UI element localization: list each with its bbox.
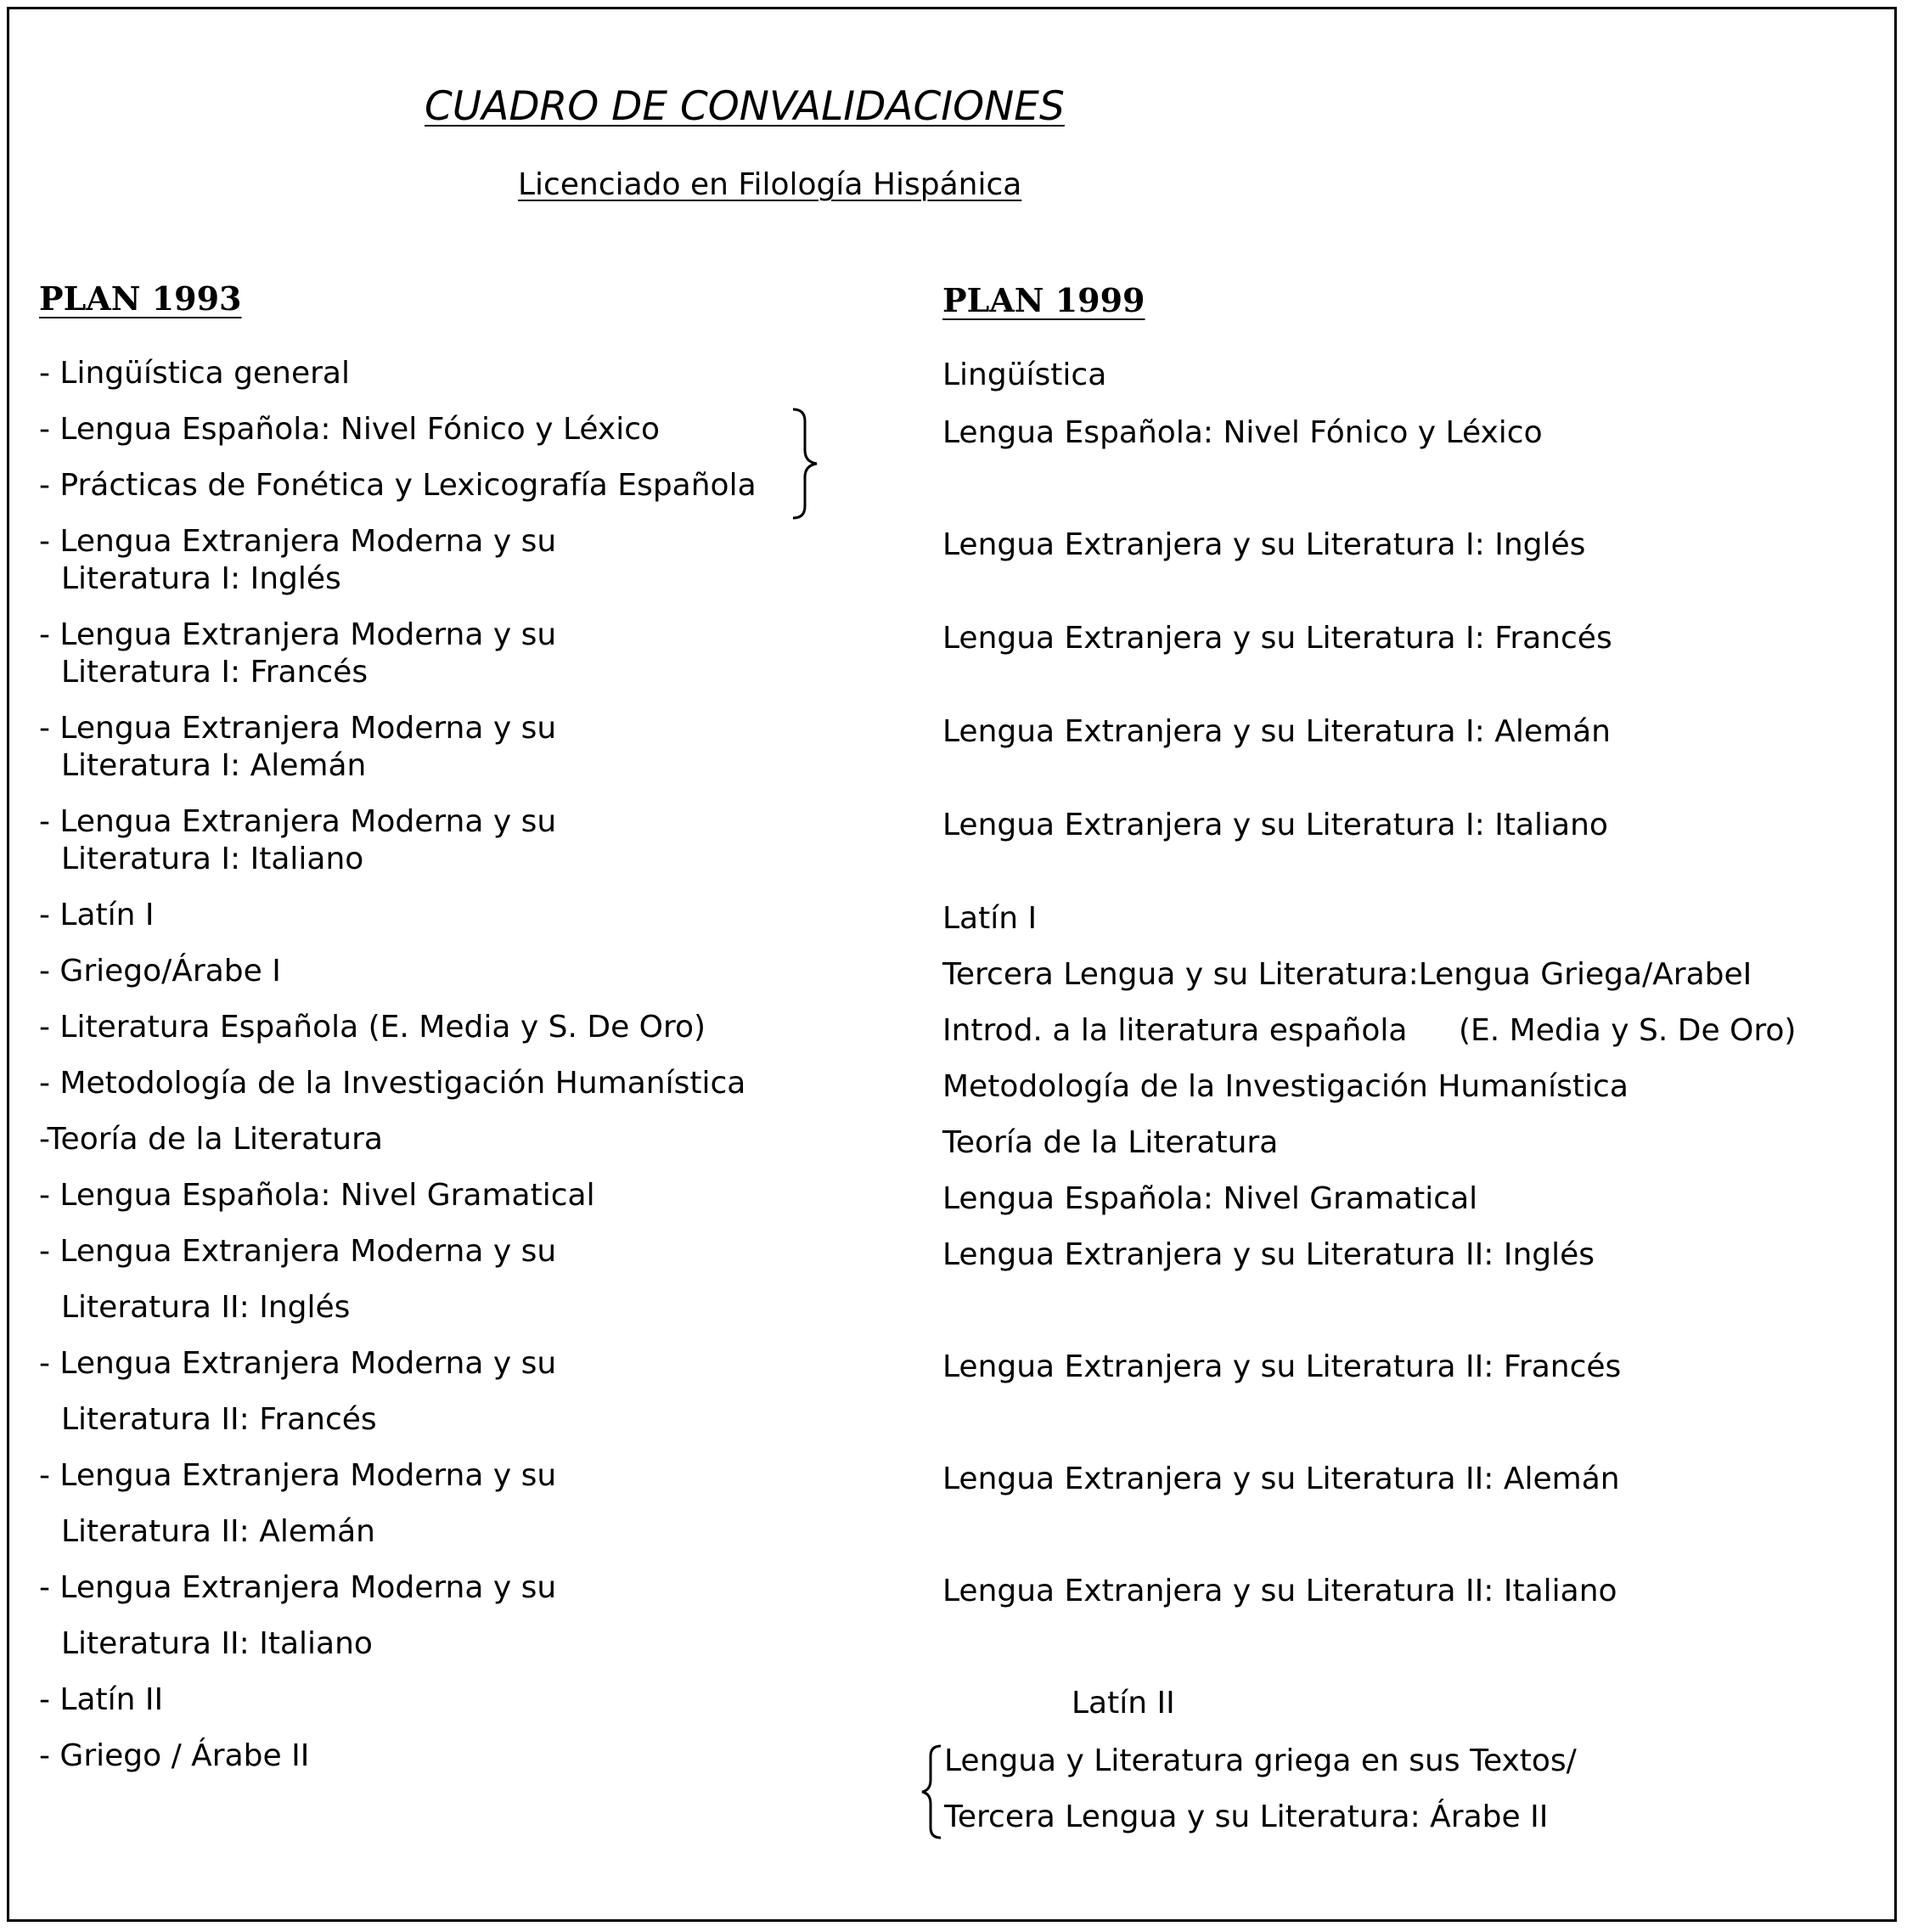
- left-item: - Lengua Extranjera Moderna y su: [39, 1346, 557, 1381]
- right-item: Metodología de la Investigación Humanística: [942, 1069, 1629, 1104]
- right-item: Lengua Extranjera y su Literatura I: Italiano: [942, 808, 1608, 842]
- right-item: Lengua Extranjera y su Literatura II: Italiano: [942, 1574, 1617, 1608]
- left-item: Literatura II: Italiano: [61, 1626, 373, 1661]
- left-item: - Lengua Extranjera Moderna y su: [39, 524, 557, 559]
- left-item: Literatura II: Inglés: [61, 1290, 351, 1325]
- left-item: Literatura I: Inglés: [61, 561, 341, 596]
- left-item: - Lengua Española: Nivel Fónico y Léxico: [39, 412, 661, 447]
- right-item: Tercera Lengua y su Literatura: Árabe II: [944, 1800, 1549, 1834]
- plan-1993-header: PLAN 1993: [39, 279, 242, 318]
- right-item: Introd. a la literatura española: [942, 1013, 1408, 1048]
- right-item: Teoría de la Literatura: [942, 1125, 1279, 1160]
- left-item: - Prácticas de Fonética y Lexicografía Española: [39, 468, 757, 503]
- left-item: Literatura II: Francés: [61, 1402, 377, 1437]
- left-item: -Teoría de la Literatura: [39, 1122, 383, 1157]
- left-item: - Latín II: [39, 1682, 164, 1717]
- right-item: Lengua Española: Nivel Fónico y Léxico: [942, 415, 1543, 450]
- right-item: Tercera Lengua y su Literatura:Lengua Griega/ArabeI: [942, 957, 1752, 992]
- right-item: Latín II: [1072, 1686, 1175, 1721]
- left-item: - Lengua Extranjera Moderna y su: [39, 1570, 557, 1605]
- left-item: - Lengua Extranjera Moderna y su: [39, 804, 557, 839]
- left-item: Literatura I: Francés: [61, 655, 368, 690]
- right-item: Lengua Extranjera y su Literatura II: Francés: [942, 1349, 1622, 1384]
- right-item: Lengua Extranjera y su Literatura I: Inglés: [942, 527, 1586, 562]
- left-item: - Lengua Extranjera Moderna y su: [39, 617, 557, 652]
- left-item: - Metodología de la Investigación Humanística: [39, 1066, 746, 1101]
- page-title: CUADRO DE CONVALIDACIONES: [425, 83, 1065, 130]
- right-item: Lengua Extranjera y su Literatura II: Alemán: [942, 1462, 1620, 1496]
- left-item: - Griego / Árabe II: [39, 1738, 310, 1773]
- left-item: - Literatura Española (E. Media y S. De Oro): [39, 1010, 706, 1045]
- left-item: - Lengua Extranjera Moderna y su: [39, 1234, 557, 1269]
- left-item: Literatura I: Alemán: [61, 748, 367, 783]
- left-item: Literatura I: Italiano: [61, 842, 364, 876]
- page-subtitle: Licenciado en Filología Hispánica: [518, 167, 1022, 202]
- right-item: Lengua Extranjera y su Literatura I: Alemán: [942, 714, 1611, 749]
- right-item: Lengua y Literatura griega en sus Textos/: [944, 1743, 1577, 1778]
- right-item: Lengua Española: Nivel Gramatical: [942, 1181, 1478, 1216]
- right-item: (E. Media y S. De Oro): [1459, 1013, 1797, 1048]
- right-item: Lengua Extranjera y su Literatura II: Inglés: [942, 1237, 1595, 1272]
- plan-1999-header: PLAN 1999: [942, 281, 1145, 319]
- left-item: - Griego/Árabe I: [39, 954, 281, 989]
- left-item: - Lengua Extranjera Moderna y su: [39, 711, 557, 746]
- left-item: - Lengua Española: Nivel Gramatical: [39, 1178, 595, 1213]
- left-item: - Lengua Extranjera Moderna y su: [39, 1458, 557, 1493]
- left-item: - Latín I: [39, 898, 155, 932]
- right-item: Latín I: [942, 901, 1038, 936]
- left-curly-brace-icon: [919, 1743, 944, 1841]
- left-item: Literatura II: Alemán: [61, 1514, 375, 1549]
- right-item: Lingüística: [942, 358, 1107, 392]
- right-item: Lengua Extranjera y su Literatura I: Francés: [942, 621, 1612, 656]
- left-item: - Lingüística general: [39, 356, 350, 391]
- right-curly-brace-icon: [790, 406, 824, 521]
